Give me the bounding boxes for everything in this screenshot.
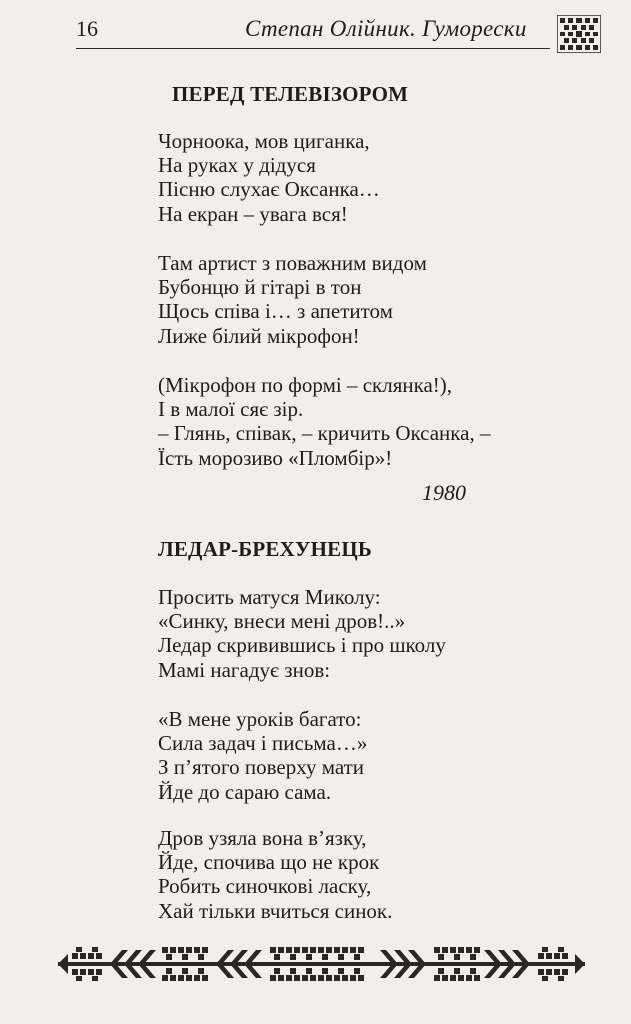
stanza [158, 129, 380, 226]
verse-line: З п’ятого поверху мати [158, 755, 365, 780]
embroidery-border-icon [58, 945, 585, 983]
stanza [158, 373, 491, 470]
poem-title: ЛЕДАР-БРЕХУНЕЦЬ [158, 537, 372, 561]
verse-line: «В мене уроків багато: [158, 707, 362, 731]
stanza [158, 826, 392, 923]
running-head: Степан Олійник. Гуморески [245, 16, 527, 41]
verse-line: «Синку, внеси мені дров!..» [158, 609, 406, 634]
header-rule [76, 48, 550, 49]
poem-date: 1980 [422, 480, 466, 505]
verse-line: Чорноока, мов циганка, [158, 129, 370, 153]
verse-line: Їсть морозиво «Пломбір»! [158, 445, 393, 470]
verse-line: Пісню слухає Оксанка… [158, 177, 380, 202]
verse-line: Лиже білий мікрофон! [158, 323, 360, 348]
stanza [158, 585, 446, 682]
verse-line: Просить матуся Миколу: [158, 585, 381, 609]
verse-line: Сила задач і письма…» [158, 731, 368, 756]
verse-line: На екран – увага вся! [158, 201, 348, 226]
verse-line: Йде до сараю сама. [158, 779, 332, 804]
verse-line: Бубонцю й гітарі в тон [158, 275, 362, 300]
verse-line: І в малої сяє зір. [158, 397, 304, 422]
verse-line: Хай тільки вчиться синок. [158, 898, 393, 923]
verse-line: Робить синочкові ласку, [158, 874, 372, 899]
verse-line: Там артист з поважним видом [158, 251, 427, 275]
verse-line: Йде, спочива що не крок [158, 850, 380, 875]
stanza [158, 251, 427, 348]
stanza [158, 707, 367, 804]
verse-line: Ледар скривившись і про школу [158, 633, 446, 658]
verse-line: Щось співа і… з апетитом [158, 299, 393, 324]
verse-line: (Мікрофон по формі – склянка!), [158, 373, 453, 397]
embroidery-pattern-icon [557, 15, 601, 53]
verse-line: Дров узяла вона в’язку, [158, 826, 367, 850]
verse-line: На руках у дідуся [158, 153, 316, 178]
page-number: 16 [76, 16, 98, 41]
poem-title: ПЕРЕД ТЕЛЕВІЗОРОМ [172, 82, 409, 106]
verse-line: Мамі нагадує знов: [158, 657, 331, 682]
verse-line: – Глянь, співак, – кричить Оксанка, – [158, 421, 491, 446]
